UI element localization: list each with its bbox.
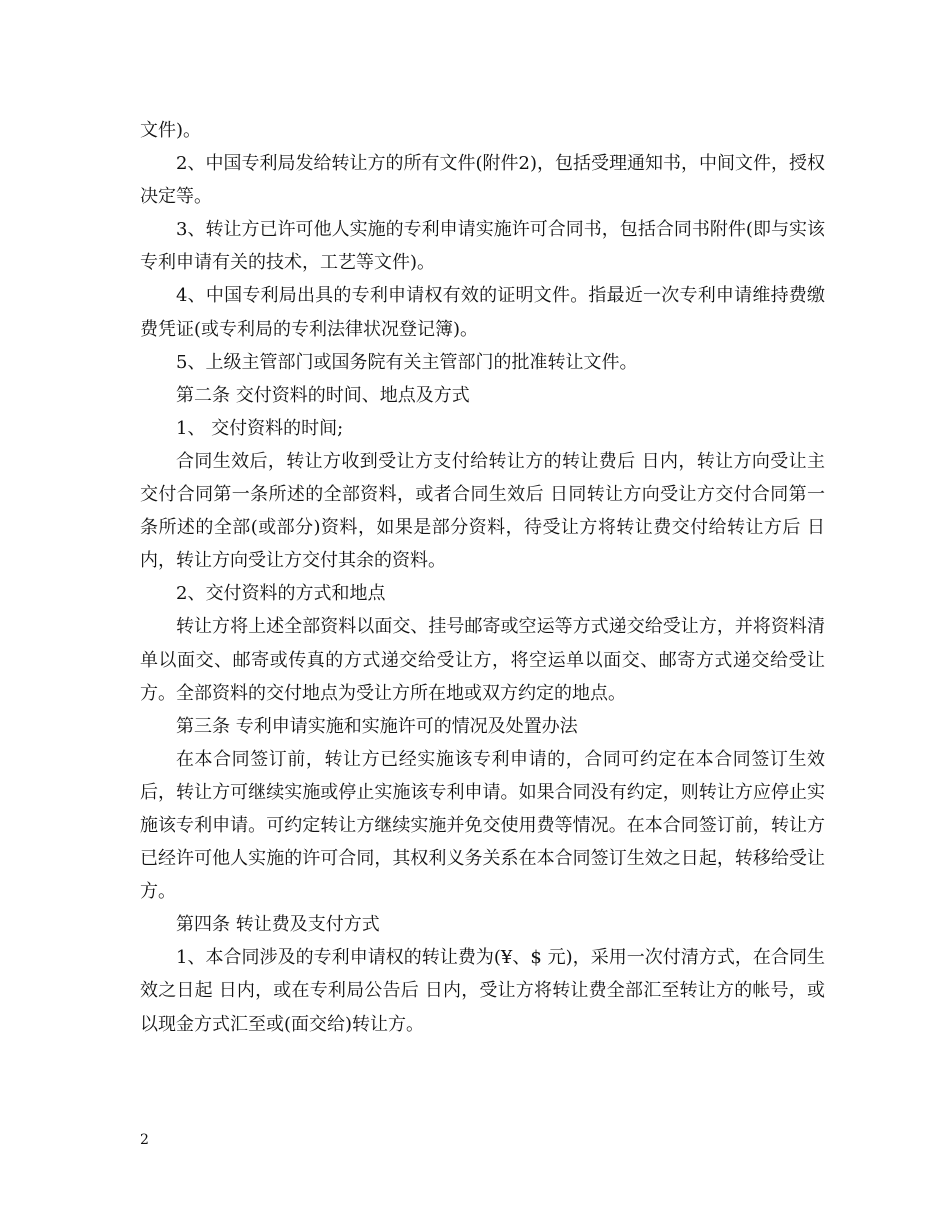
page-number: 2: [140, 1132, 149, 1148]
paragraph: 3、转让方已许可他人实施的专利申请实施许可合同书，包括合同书附件(即与实该专利申请有关的技术，工艺等文件)。: [140, 219, 825, 274]
paragraph: 合同生效后，转让方收到受让方支付给转让方的转让费后 日内，转让方向受让主交付合同第一条所述的全部资料，或者合同生效后 日同转让方向受让方交付合同第一条所述的全部(或部分)资料，如果是部分资料，待受让方将转让费交付给转让方后 日内，转让方向受让方交付其余的资料。: [140, 450, 825, 572]
paragraph: 1、 交付资料的时间;: [176, 417, 344, 439]
paragraph: 转让方将上述全部资料以面交、挂号邮寄或空运等方式递交给受让方，并将资料清单以面交、邮寄或传真的方式递交给受让方，将空运单以面交、邮寄方式递交给受让方。全部资料的交付地点为受让方所在地或双方约定的地点。: [140, 616, 825, 704]
section-heading: 第四条 转让费及支付方式: [176, 914, 380, 936]
document-body: [140, 114, 825, 1041]
section-heading: 第二条 交付资料的时间、地点及方式: [176, 384, 470, 406]
paragraph: 1、本合同涉及的专利申请权的转让费为(¥、$ 元)，采用一次付清方式，在合同生效之日起 日内，或在专利局公告后 日内，受让方将转让费全部汇至转让方的帐号，或以现金方式汇至或(面交给)转让方。: [140, 947, 825, 1035]
paragraph: 5、上级主管部门或国务院有关主管部门的批准转让文件。: [176, 351, 638, 373]
paragraph: 4、中国专利局出具的专利申请权有效的证明文件。指最近一次专利申请维持费缴费凭证(或专利局的专利法律状况登记簿)。: [140, 285, 825, 340]
paragraph: 文件)。: [140, 120, 202, 141]
paragraph: 2、中国专利局发给转让方的所有文件(附件2)，包括受理通知书，中间文件，授权决定等。: [140, 153, 825, 208]
section-heading: 第三条 专利申请实施和实施许可的情况及处置办法: [176, 715, 578, 737]
paragraph: 2、交付资料的方式和地点: [176, 583, 386, 605]
paragraph: 在本合同签订前，转让方已经实施该专利申请的，合同可约定在本合同签订生效后，转让方可继续实施或停止实施该专利申请。如果合同没有约定，则转让方应停止实施该专利申请。可约定转让方继续实施并免交使用费等情况。在本合同签订前，转让方已经许可他人实施的许可合同，其权利义务关系在本合同签订生效之日起，转移给受让方。: [140, 748, 825, 903]
